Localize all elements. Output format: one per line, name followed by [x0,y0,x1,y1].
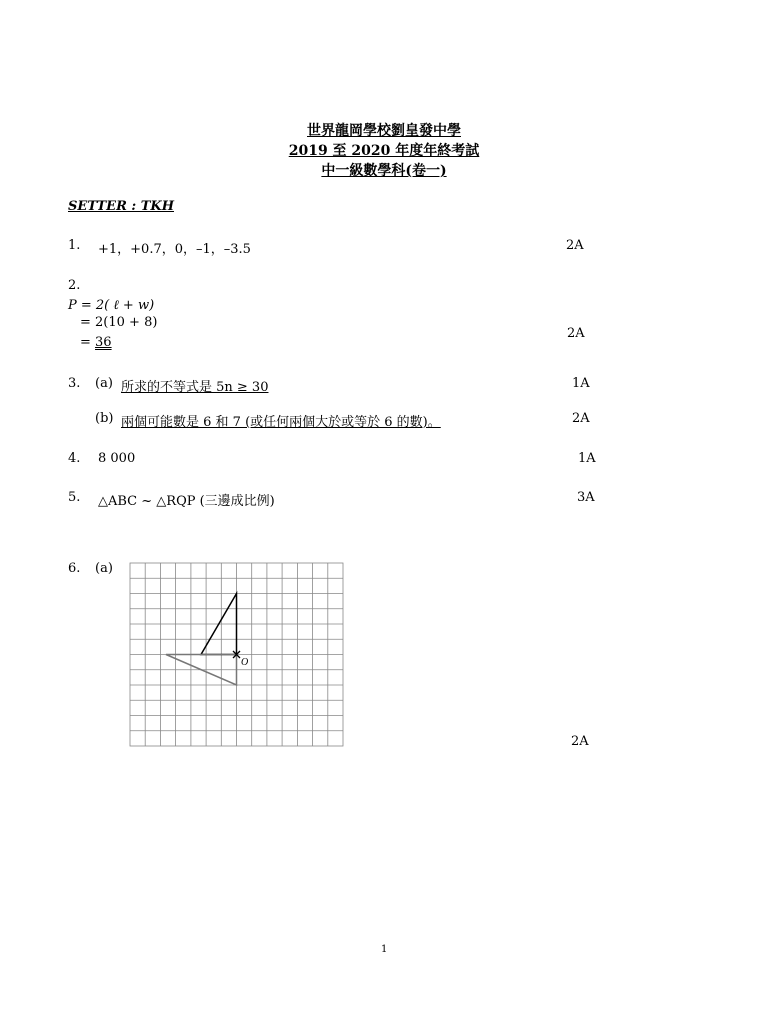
exam-title: 2019 至 2020 年度年終考試 [288,143,480,159]
q1-number: 1. [68,238,81,253]
page-number: 1 [381,944,388,955]
q2-line3: = 36 [80,335,112,350]
q2-line1: P = 2( ℓ + w) [68,298,155,313]
q1-marks: 2A [566,238,584,253]
q4-answer: 8 000 [98,451,136,466]
q5-answer: △ABC ~ △RQP (三邊成比例) [98,494,275,509]
school-name: 世界龍岡學校劉皇發中學 [307,123,461,139]
q6-number: 6. [68,561,81,576]
grid-diagram [128,561,348,751]
q5-number: 5. [68,490,81,505]
q2-line2: = 2(10 + 8) [80,315,158,330]
q3-number: 3. [68,376,81,391]
q5-marks: 3A [577,490,595,505]
q3-a-marks: 1A [572,376,590,391]
setter-label: SETTER : TKH [68,199,174,214]
q2-number: 2. [68,278,81,293]
q3-b-label: (b) [95,411,114,426]
q2-marks: 2A [567,326,585,341]
q3-b-marks: 2A [572,411,590,426]
q3-b-answer: 兩個可能數是 6 和 7 (或任何兩個大於或等於 6 的數)。 [121,415,441,430]
q6-marks: 2A [571,734,589,749]
subject-title: 中一級數學科(卷一) [321,163,447,179]
q4-number: 4. [68,451,81,466]
q4-marks: 1A [578,451,596,466]
point-o-label: O [241,657,249,668]
q3-a-answer: 所求的不等式是 5n ≥ 30 [121,380,269,395]
q6-a-label: (a) [95,561,113,576]
q1-answer: +1，+0.7，0，–1，–3.5 [98,242,251,257]
q3-a-label: (a) [95,376,113,391]
